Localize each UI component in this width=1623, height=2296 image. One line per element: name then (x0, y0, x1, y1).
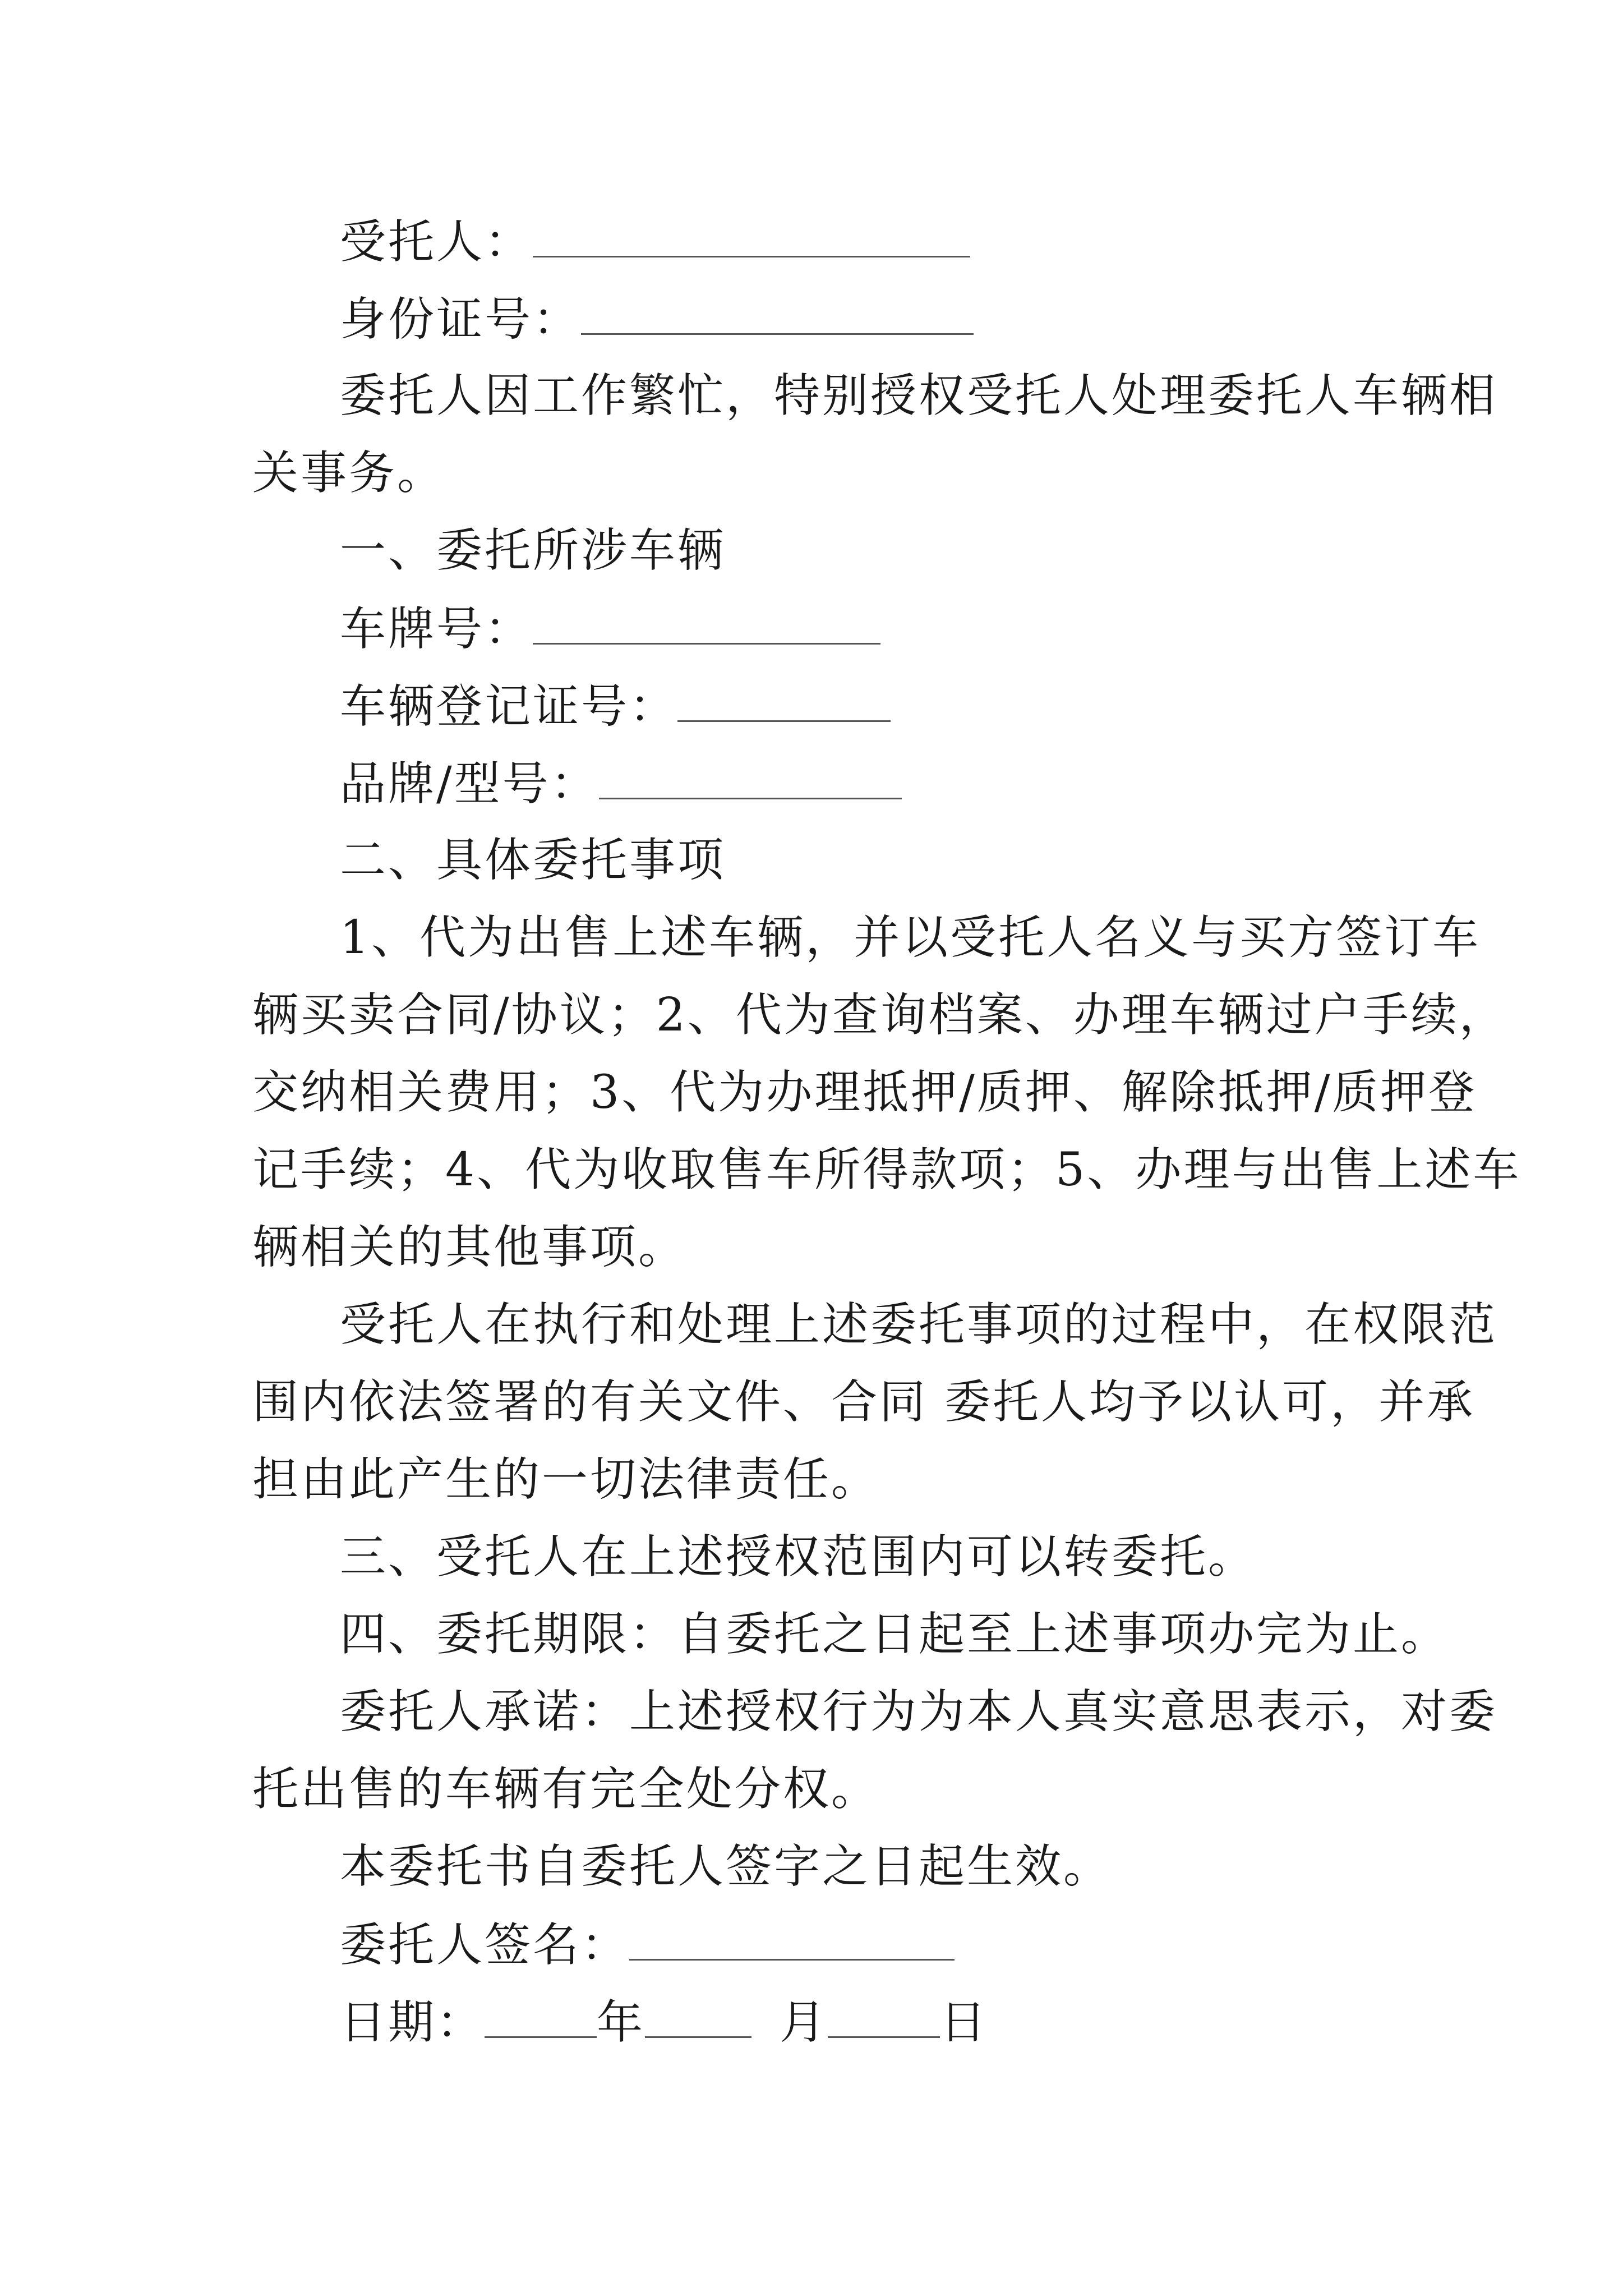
signature-label: 委托人签名： (340, 1918, 630, 1972)
trustee-blank (533, 213, 970, 257)
month-label: 月 (780, 1996, 828, 2049)
section2-line-2: 辆买卖合同/协议；2、代为查询档案、办理车辆过户手续， (252, 988, 1507, 1042)
date-label: 日期： (340, 1996, 485, 2049)
signature-blank (629, 1916, 955, 1961)
signature-row (340, 1916, 955, 1973)
id-label: 身份证号： (340, 293, 582, 346)
effective-text: 本委托书自委托人签字之日起生效。 (340, 1840, 1112, 1893)
year-label: 年 (597, 1996, 645, 2049)
section3-text: 三、受托人在上述授权范围内可以转委托。 (340, 1530, 1257, 1584)
id-blank (581, 291, 974, 335)
id-row (340, 291, 974, 348)
day-blank (828, 1994, 940, 2038)
year-blank (485, 1994, 597, 2038)
section1-heading: 一、委托所涉车辆 (340, 524, 726, 577)
authority-line-1: 受托人在执行和处理上述委托事项的过程中，在权限范 (340, 1298, 1498, 1351)
plate-label: 车牌号： (340, 602, 533, 656)
month-blank (645, 1994, 751, 2038)
brand-blank (599, 755, 902, 799)
section2-line-1: 1、代为出售上述车辆，并以受托人名义与买方签订车 (340, 911, 1481, 964)
commitment-line-1: 委托人承诺：上述授权行为为本人真实意思表示，对委 (340, 1685, 1498, 1738)
plate-row (340, 600, 880, 657)
date-row (340, 1994, 988, 2051)
authority-line-2: 围内依法签署的有关文件、合同 委托人均予以认可，并承 (252, 1375, 1476, 1429)
trustee-label: 受托人： (340, 215, 533, 269)
registration-row (340, 678, 891, 735)
registration-label: 车辆登记证号： (340, 680, 678, 733)
section2-line-4: 记手续；4、代为收取售车所得款项；5、办理与出售上述车 (252, 1143, 1521, 1197)
day-label: 日 (940, 1996, 989, 2049)
brand-row (340, 755, 902, 812)
section2-line-5: 辆相关的其他事项。 (252, 1221, 687, 1274)
plate-blank (533, 600, 880, 645)
commitment-line-2: 托出售的车辆有完全处分权。 (252, 1763, 880, 1816)
trustee-row (340, 213, 970, 270)
registration-blank (677, 678, 891, 722)
intro-line-1: 委托人因工作繁忙，特别授权受托人处理委托人车辆相 (340, 369, 1498, 422)
section2-heading: 二、具体委托事项 (340, 834, 726, 887)
brand-label: 品牌/型号： (340, 757, 599, 811)
intro-line-2: 关事务。 (252, 447, 446, 500)
section4-text: 四、委托期限：自委托之日起至上述事项办完为止。 (340, 1608, 1450, 1661)
authority-line-3: 担由此产生的一切法律责任。 (252, 1453, 880, 1506)
section2-line-3: 交纳相关费用；3、代为办理抵押/质押、解除抵押/质押登 (252, 1066, 1477, 1119)
